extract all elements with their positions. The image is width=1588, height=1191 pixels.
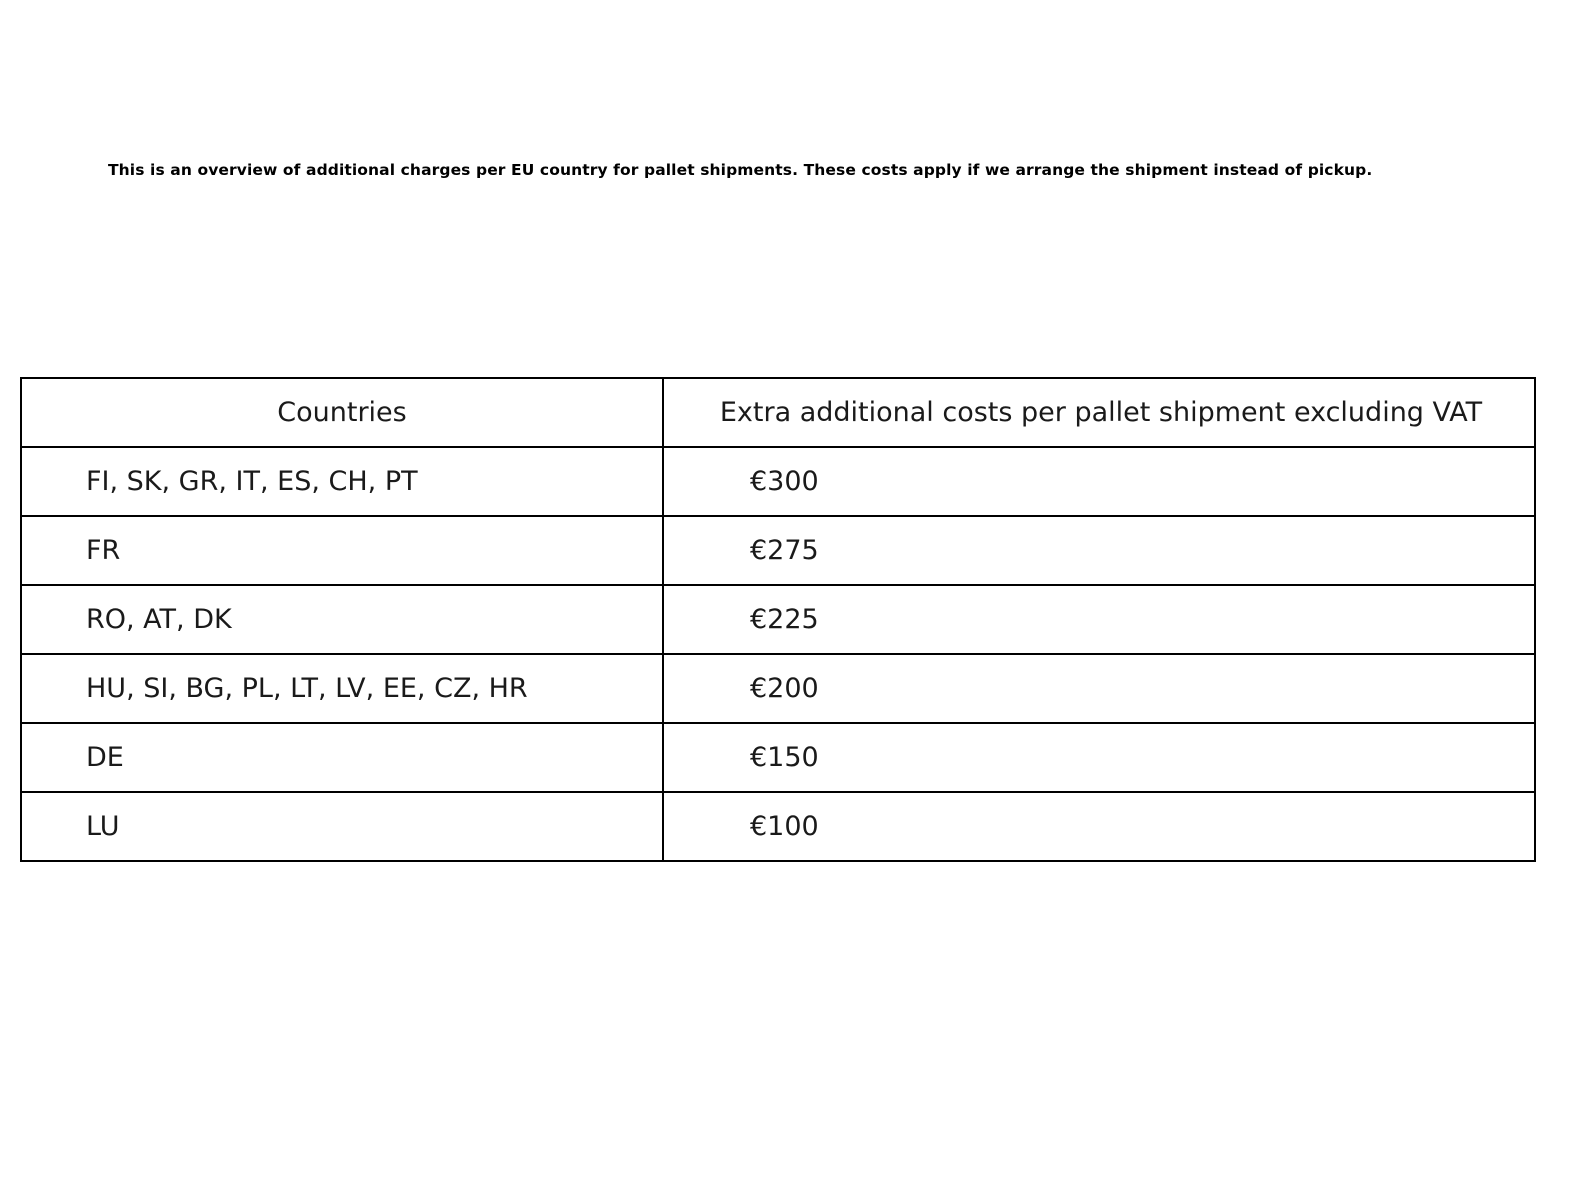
cell-countries: HU, SI, BG, PL, LT, LV, EE, CZ, HR — [21, 654, 663, 723]
cell-countries: FI, SK, GR, IT, ES, CH, PT — [21, 447, 663, 516]
cell-cost: €200 — [663, 654, 1535, 723]
cell-cost: €225 — [663, 585, 1535, 654]
table-row — [21, 723, 1535, 792]
table-header — [21, 378, 1535, 447]
column-header-cost: Extra additional costs per pallet shipment excluding VAT — [663, 378, 1535, 447]
cell-cost: €275 — [663, 516, 1535, 585]
cell-countries: FR — [21, 516, 663, 585]
table-row — [21, 585, 1535, 654]
table-row — [21, 654, 1535, 723]
charges-table — [20, 377, 1536, 862]
cell-cost: €150 — [663, 723, 1535, 792]
cell-cost: €300 — [663, 447, 1535, 516]
charges-table-container — [20, 377, 1534, 862]
table-row — [21, 447, 1535, 516]
cell-countries: RO, AT, DK — [21, 585, 663, 654]
cell-cost: €100 — [663, 792, 1535, 861]
cell-countries: LU — [21, 792, 663, 861]
table-body — [21, 447, 1535, 861]
intro-paragraph: This is an overview of additional charges per EU country for pallet shipments. These costs apply if we arrange the shipment instead of pickup. — [108, 161, 1373, 179]
table-row — [21, 792, 1535, 861]
table-header-row — [21, 378, 1535, 447]
cell-countries: DE — [21, 723, 663, 792]
column-header-countries: Countries — [21, 378, 663, 447]
table-row — [21, 516, 1535, 585]
